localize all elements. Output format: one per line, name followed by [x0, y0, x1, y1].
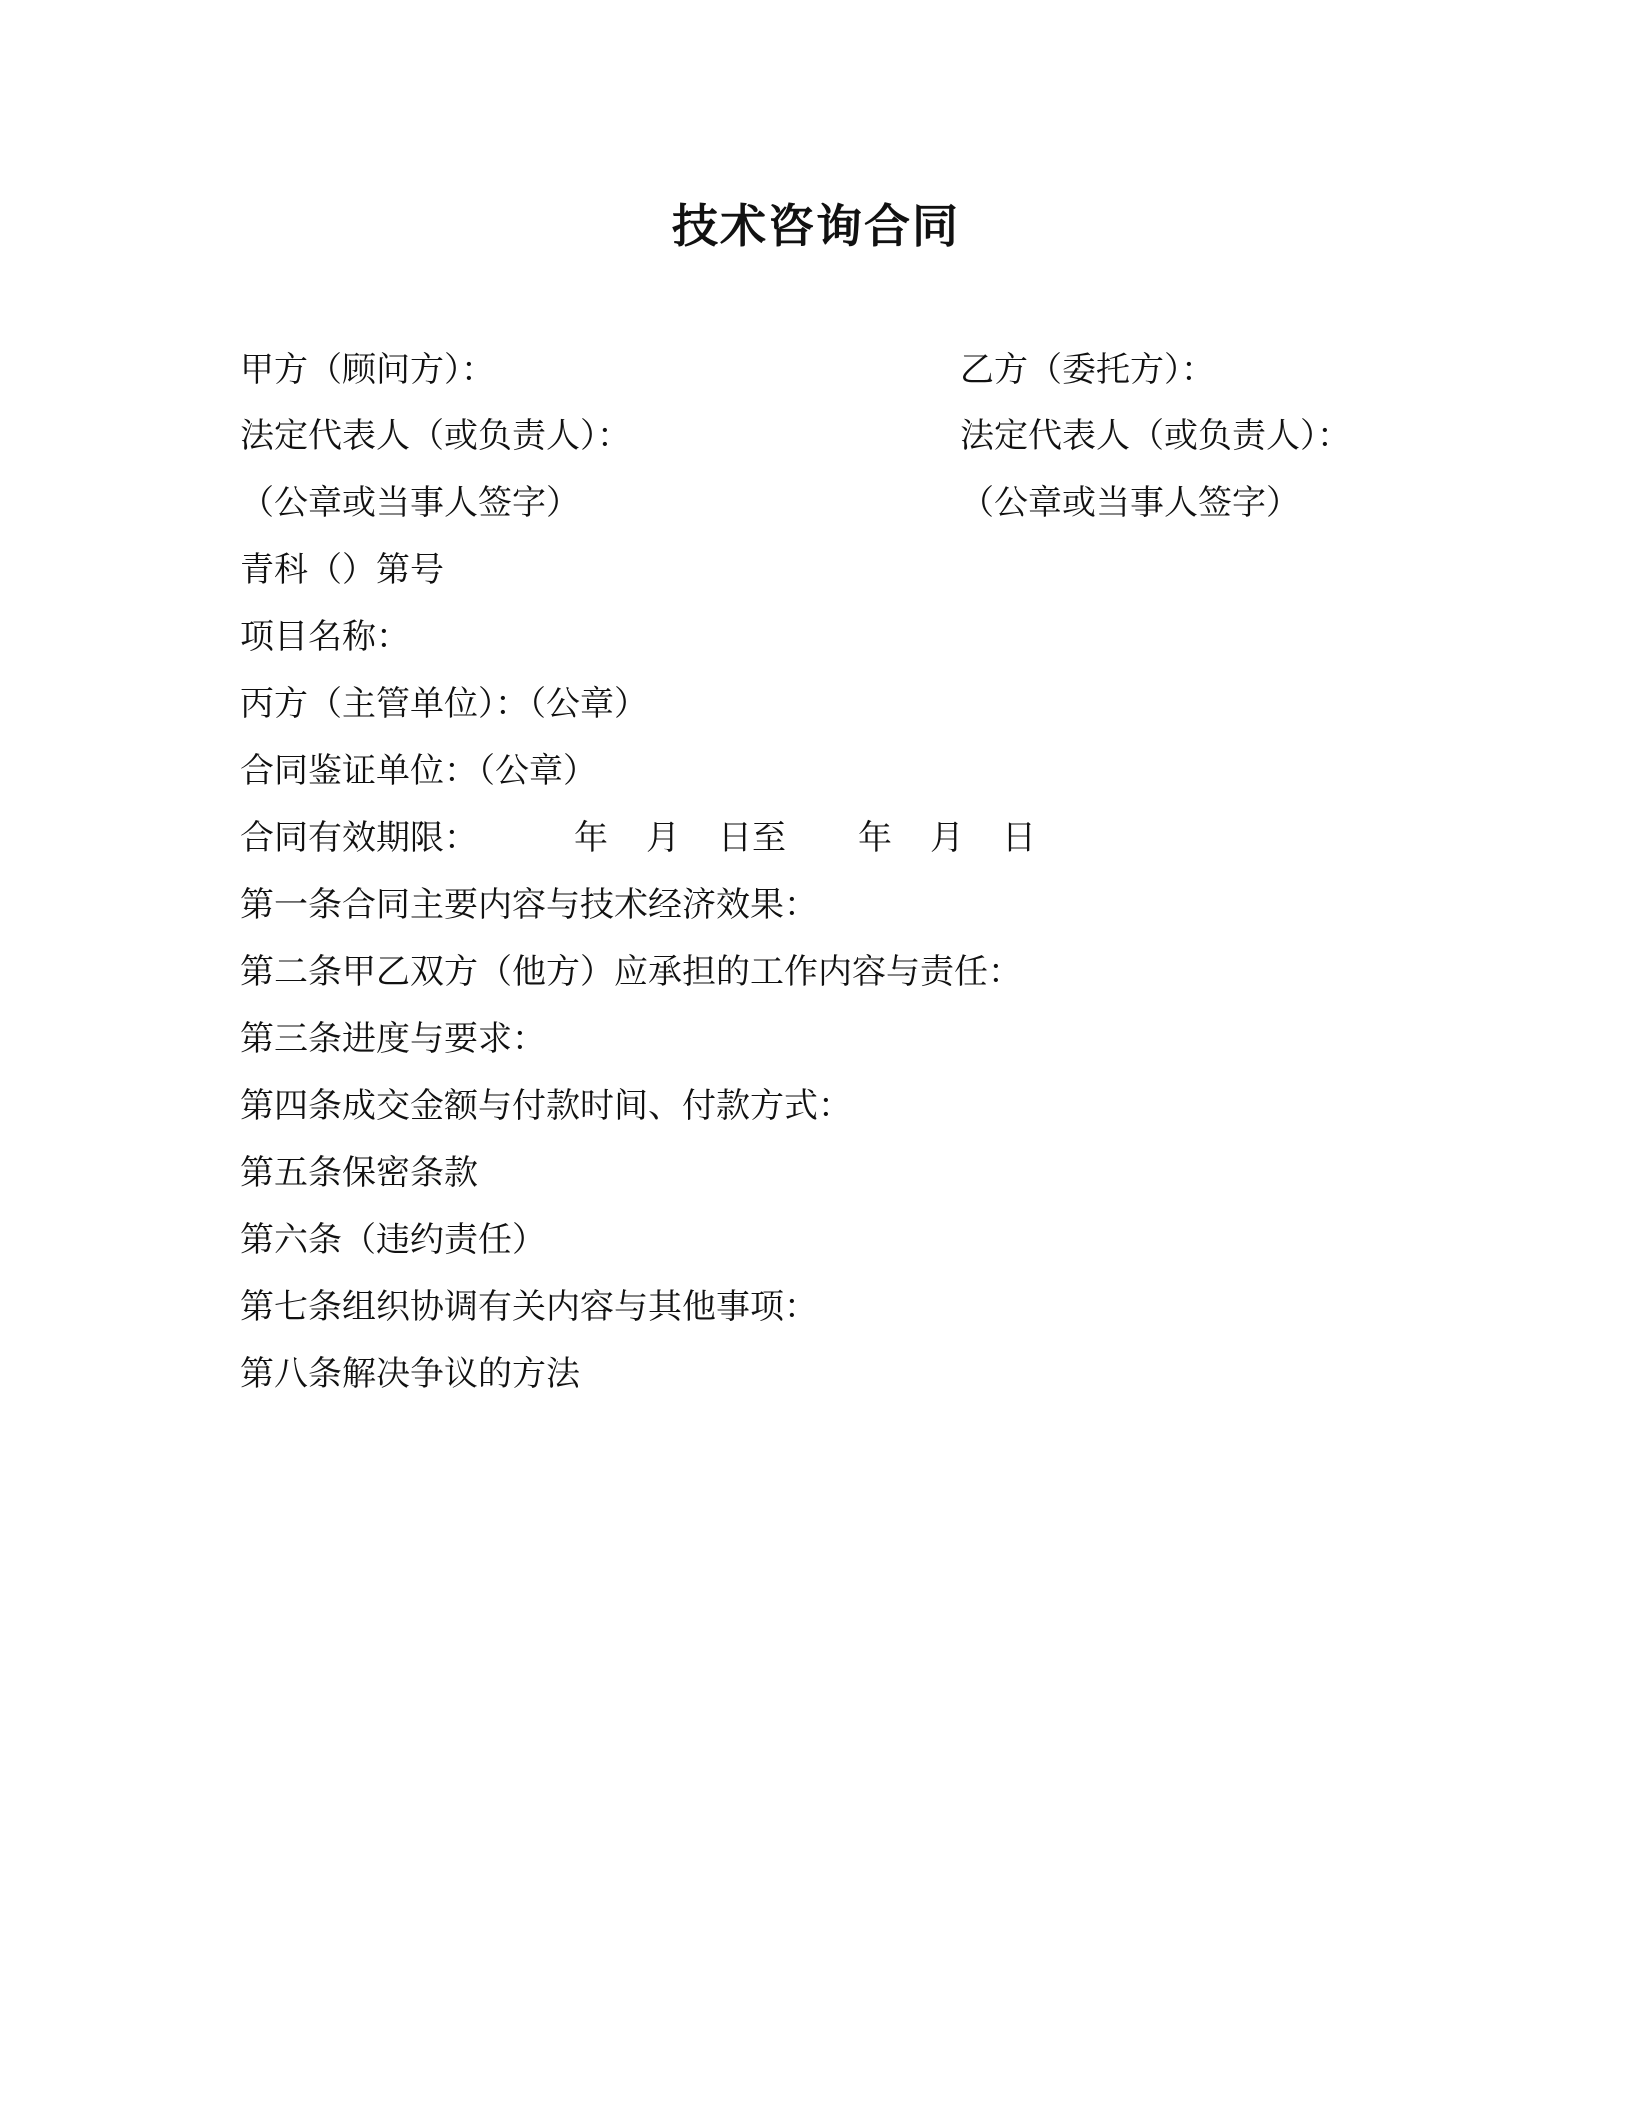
validity-month-start: 月: [646, 818, 680, 858]
party-a-label: 甲方（顾问方）：: [240, 350, 495, 390]
legal-rep-a-label: 法定代表人（或负责人）：: [240, 416, 631, 456]
project-name-label: 项目名称：: [240, 617, 410, 657]
article-7: 第七条组织协调有关内容与其他事项：: [240, 1287, 818, 1327]
article-6: 第六条（违约责任）: [240, 1220, 546, 1260]
article-2: 第二条甲乙双方（他方）应承担的工作内容与责任：: [240, 952, 1022, 992]
document-title: 技术咨询合同: [672, 199, 960, 253]
party-c-label: 丙方（主管单位）：（公章）: [240, 684, 648, 724]
article-1: 第一条合同主要内容与技术经济效果：: [240, 885, 818, 925]
validity-year-end: 年: [858, 818, 892, 858]
legal-rep-b-label: 法定代表人（或负责人）：: [960, 416, 1351, 456]
validity-year-start: 年: [574, 818, 608, 858]
article-4: 第四条成交金额与付款时间、付款方式：: [240, 1086, 852, 1126]
verification-unit-label: 合同鉴证单位：（公章）: [240, 751, 597, 791]
article-5: 第五条保密条款: [240, 1153, 478, 1193]
validity-day-start-to: 日至: [718, 818, 786, 858]
validity-month-end: 月: [930, 818, 964, 858]
article-3: 第三条进度与要求：: [240, 1019, 546, 1059]
validity-period-line: [240, 816, 1036, 860]
contract-number: 青科（）第号: [240, 550, 444, 590]
validity-period-label: 合同有效期限：: [240, 818, 478, 858]
seal-signature-a-label: （公章或当事人签字）: [240, 483, 580, 523]
article-8: 第八条解决争议的方法: [240, 1354, 580, 1394]
validity-day-end: 日: [1002, 818, 1036, 858]
seal-signature-b-label: （公章或当事人签字）: [960, 483, 1300, 523]
party-b-label: 乙方（委托方）：: [960, 350, 1215, 390]
